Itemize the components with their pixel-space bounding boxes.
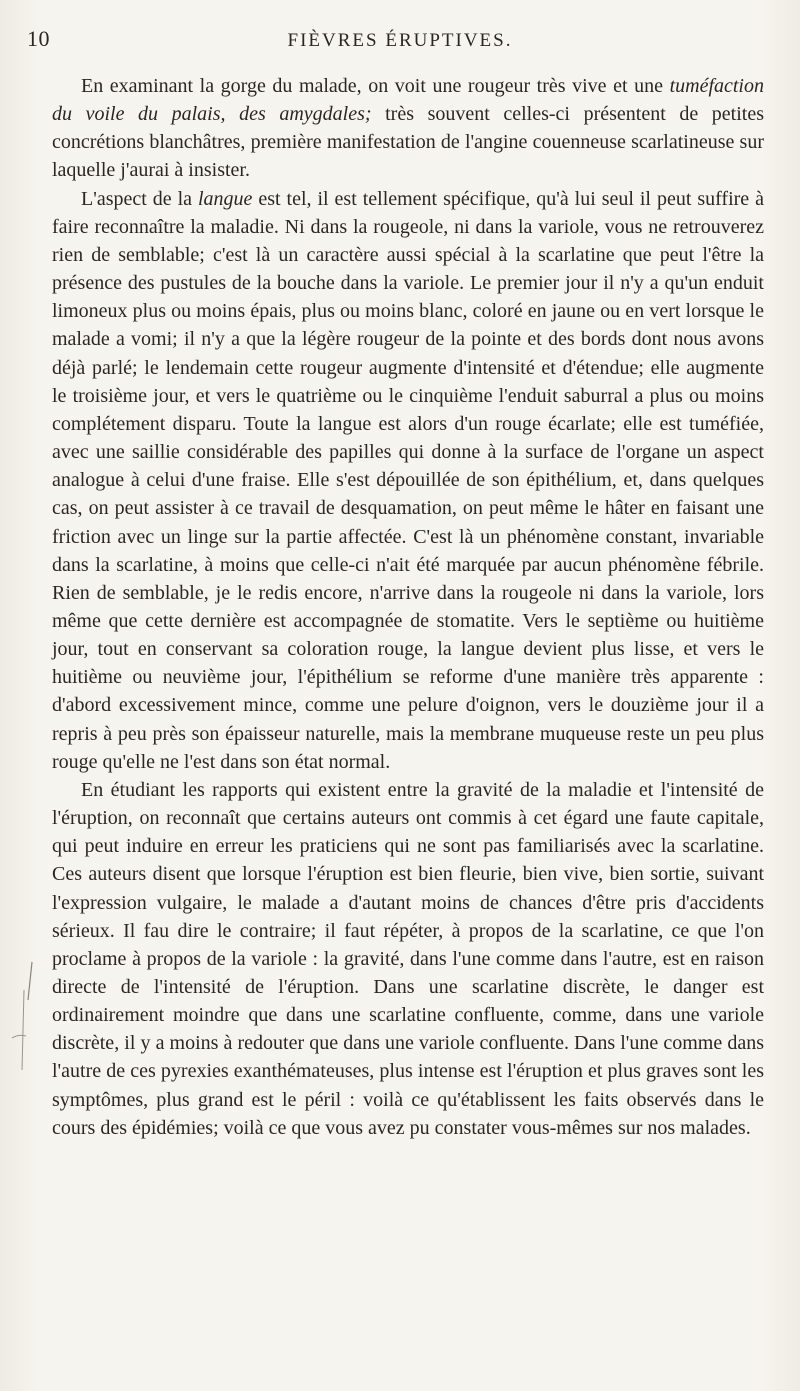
pencil-margin-mark-icon [10,960,40,1080]
paragraph-langue-text-2: est tel, il est tellement spécifique, qu'à lui seul il peut suffire à faire reconnaître la maladie. Ni dans la rougeole, ni dans la variole, vous ne retrouverez rien de semblable; c'est là un caractère aussi spécial à la scarlatine que peut l'être la présence des pustules de la bouche dans la variole. Le premier jour il n'y a qu'un enduit limoneux plus ou moins épais, plus ou moins blanc, coloré en jaune ou en vert lorsque le malade a vomi; il n'y a que la légère rougeur de la pointe et des bords dont nous avons déjà parlé; le lendemain cette rougeur augmente d'intensité et d'étendue; elle augmente le troisième jour, et vers le quatrième ou le cinquième l'enduit saburral a plus ou moins complétement disparu. Toute la langue est alors d'un rouge écarlate; elle est tuméfiée, avec une saillie considérable des papilles qui donne à la surface de l'organe un aspect analogue à celui d'une fraise. Elle s'est dépouillée de son épithélium, et, dans quelques cas, on peut assister à ce travail de desquamation, on peut même le hâter en faisant une friction avec un linge sur la partie affectée. C'est là un phénomène constant, invariable dans la scarlatine, à moins que celle-ci n'ait été marquée par aucun phénomène fébrile. Rien de semblable, je le redis encore, n'arrive dans la rougeole ni dans la variole, lors même que cette dernière est accompagnée de stomatite. Vers le septième ou huitième jour, tout en conservant sa coloration rouge, la langue devient plus lisse, et vers le huitième ou neuvième jour, l'épithélium se reforme d'une manière très apparente : d'abord excessivement mince, comme une pelure d'oignon, vers le douzième jour il a repris à peu près son épaisseur naturelle, mais la membrane muqueuse reste un peu plus rouge qu'elle ne l'est dans son état normal. [52,187,764,773]
paragraph-gravite-text: En étudiant les rapports qui existent entre la gravité de la maladie et l'intensité de l'éruption, on reconnaît que certains auteurs ont commis à cet égard une faute capitale, qui peut induire en erreur les praticiens qui ne sont pas familiarisés avec la scarlatine. Ces auteurs disent que lorsque l'éruption est bien fleurie, bien vive, bien sortie, suivant l'expression vulgaire, le malade a d'autant moins de chances d'être pris d'accidents sérieux. Il fau dire le contraire; il faut répéter, à propos de la scarlatine, ce que l'on proclame à propos de la variole : la gravité, dans l'une comme dans l'autre, est en raison directe de l'intensité de l'éruption. Dans une scarlatine discrète, le danger est ordinairement moindre que dans une scarlatine confluente, comme, dans une variole discrète, il y a moins à redouter que dans une variole confluente. Dans l'une comme dans l'autre de ces pyrexies exanthémateuses, plus intense est l'éruption et plus graves sont les symptômes, plus grand est le péril : voilà ce qu'établissent les faits observés dans le cours des épidémies; voilà ce que vous avez pu constater vous-mêmes sur nos malades. [52,778,764,1139]
paragraph-gorge-italic: tuméfaction du voile du palais, des amygdales; [52,75,764,126]
paragraph-gorge [52,72,764,185]
paragraph-gravite [52,776,764,1142]
paragraph-gorge-text-2: très souvent celles-ci présentent de petites concrétions blanchâtres, première manifestation de l'angine couenneuse scarlatineuse sur laquelle j'aurai à insister. [52,103,764,182]
paragraph-langue [52,185,764,776]
running-title: FIÈVRES ÉRUPTIVES. [287,30,513,51]
body-text [52,72,764,1142]
paragraph-gorge-text-1: En examinant la gorge du malade, on voit une rougeur très vive et une [81,75,670,97]
page-number: 10 [27,26,50,51]
paragraph-langue-italic: langue [197,187,253,210]
paragraph-langue-text-1: L'aspect de la [81,187,198,210]
